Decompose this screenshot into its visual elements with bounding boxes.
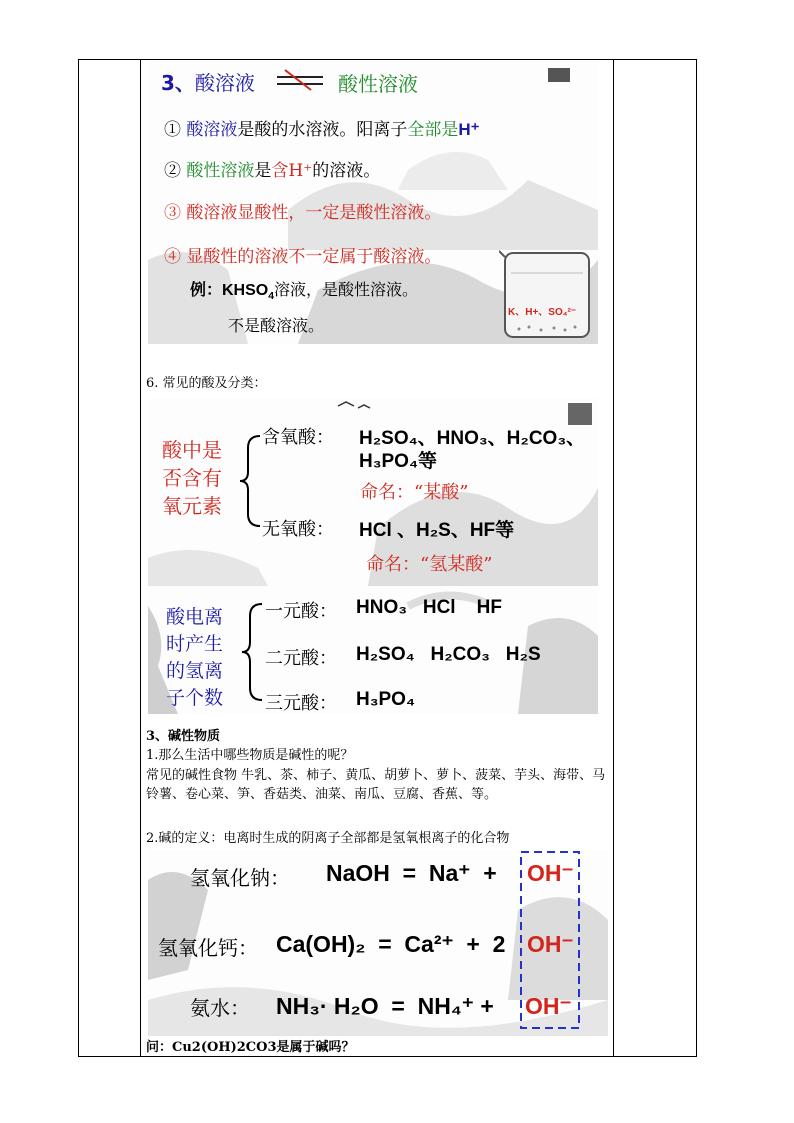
slide3-left-label bbox=[166, 604, 223, 712]
beaker-label: K、H+、SO₄²⁻ bbox=[508, 307, 577, 318]
item1-all: 全部是 bbox=[407, 120, 459, 140]
naoh-label: 氢氧化钠： bbox=[190, 866, 290, 890]
monoprotic-acids: HNO₃ HCl HF bbox=[356, 597, 503, 618]
item2-end: 的溶液。 bbox=[312, 161, 381, 181]
item2-term: 酸性溶液 bbox=[186, 161, 255, 181]
slide3-label-line4: 子个数 bbox=[166, 687, 224, 709]
slide1-example bbox=[190, 277, 418, 302]
item1-ion: H⁺ bbox=[458, 120, 480, 139]
triprotic-acids: H₃PO₄ bbox=[356, 689, 416, 710]
item2-ion: 含H⁺ bbox=[271, 161, 313, 181]
ammonia-label: 氨水： bbox=[190, 996, 250, 1020]
not-equal-sign bbox=[275, 68, 325, 92]
slide3-label-line1: 酸电离 bbox=[166, 606, 224, 628]
item1-num: ① bbox=[164, 120, 187, 140]
heading-common-acids: 6. 常见的酸及分类： bbox=[146, 376, 267, 391]
slide1-item3: ③ 酸溶液显酸性，一定是酸性溶液。 bbox=[164, 203, 442, 223]
item1-text: 是酸的水溶液。阳离子 bbox=[237, 120, 408, 140]
example-text: 溶液，是酸性溶液。 bbox=[274, 280, 419, 299]
diprotic-acids: H₂SO₄ H₂CO₃ H₂S bbox=[356, 644, 541, 665]
oxy-acids-line1: H₂SO₄、HNO₃、H₂CO₃、 bbox=[359, 428, 586, 449]
section3-foods: 常见的碱性食物 牛乳、茶、柿子、黄瓜、胡萝卜、萝卜、菠菜、芋头、海带、马铃薯、卷心菜、笋、香菇类、油菜、南瓜、豆腐、香蕉、等。 bbox=[146, 768, 606, 802]
nonoxy-acid-label: 无氧酸： bbox=[262, 519, 334, 540]
nonoxy-acids: HCl 、H₂S、HF等 bbox=[359, 520, 515, 541]
left-label-line2: 否含有 bbox=[162, 466, 222, 490]
slide1-item1 bbox=[164, 115, 480, 140]
caoh-equation: Ca(OH)₂ = Ca²⁺ + 2 bbox=[276, 931, 506, 957]
section3-question: 1.那么生活中哪些物质是碱性的呢？ bbox=[146, 748, 354, 763]
question-basic-copper-carbonate: 问：Cu2(OH)2CO3是属于碱吗？ bbox=[146, 1040, 355, 1055]
slide1-item2 bbox=[164, 156, 380, 181]
item2-num: ② bbox=[164, 161, 187, 181]
diprotic-label: 二元酸： bbox=[265, 648, 337, 669]
slide3-label-line2: 时产生 bbox=[166, 633, 224, 655]
example-subscript: 4 bbox=[268, 291, 275, 302]
title-number: 3、 bbox=[161, 71, 195, 95]
naoh-hydroxide: OH⁻ bbox=[527, 860, 574, 886]
brace-icon-2 bbox=[240, 602, 264, 702]
slide3-label-line3: 的氢离 bbox=[166, 660, 224, 682]
ammonia-equation: NH₃· H₂O = NH₄⁺ + bbox=[276, 993, 494, 1019]
section3-definition: 2.碱的定义：电离时生成的阴离子全部都是氢氧根离子的化合物 bbox=[146, 831, 510, 846]
beaker-illustration bbox=[499, 247, 595, 341]
slide1-title bbox=[161, 67, 255, 96]
left-label-line3: 氧元素 bbox=[162, 494, 222, 518]
ammonia-hydroxide: OH⁻ bbox=[525, 993, 572, 1019]
example-formula: 例：KHSO bbox=[190, 282, 269, 299]
nonoxy-naming: 命名：“氢某酸” bbox=[366, 554, 493, 575]
title-acidic-solution: 酸性溶液 bbox=[338, 72, 418, 96]
slide1-item4: ④ 显酸性的溶液不一定属于酸溶液。 bbox=[164, 247, 442, 267]
hydroxide-highlight-box bbox=[519, 850, 583, 1030]
triprotic-label: 三元酸： bbox=[265, 693, 337, 714]
left-label-line1: 酸中是 bbox=[162, 438, 222, 462]
oxy-acids-line2: H₃PO₄等 bbox=[359, 451, 438, 472]
item1-term: 酸溶液 bbox=[186, 120, 238, 140]
caoh-hydroxide: OH⁻ bbox=[527, 931, 574, 957]
section3-title: 3、碱性物质 bbox=[146, 729, 221, 744]
slide1-example-2: 不是酸溶液。 bbox=[228, 316, 325, 335]
oxy-naming: 命名：“某酸” bbox=[360, 482, 469, 503]
oxy-acid-label: 含氧酸： bbox=[262, 427, 334, 448]
table-divider-left bbox=[140, 59, 141, 1057]
title-acid-solution: 酸溶液 bbox=[194, 71, 255, 95]
brace-icon bbox=[238, 434, 262, 528]
caoh-label: 氢氧化钙： bbox=[158, 936, 258, 960]
item2-text: 是 bbox=[254, 161, 272, 181]
table-divider-right bbox=[613, 59, 614, 1057]
monoprotic-label: 一元酸： bbox=[265, 601, 337, 622]
slide2-left-label bbox=[162, 436, 222, 520]
naoh-equation: NaOH = Na⁺ + bbox=[326, 860, 497, 886]
